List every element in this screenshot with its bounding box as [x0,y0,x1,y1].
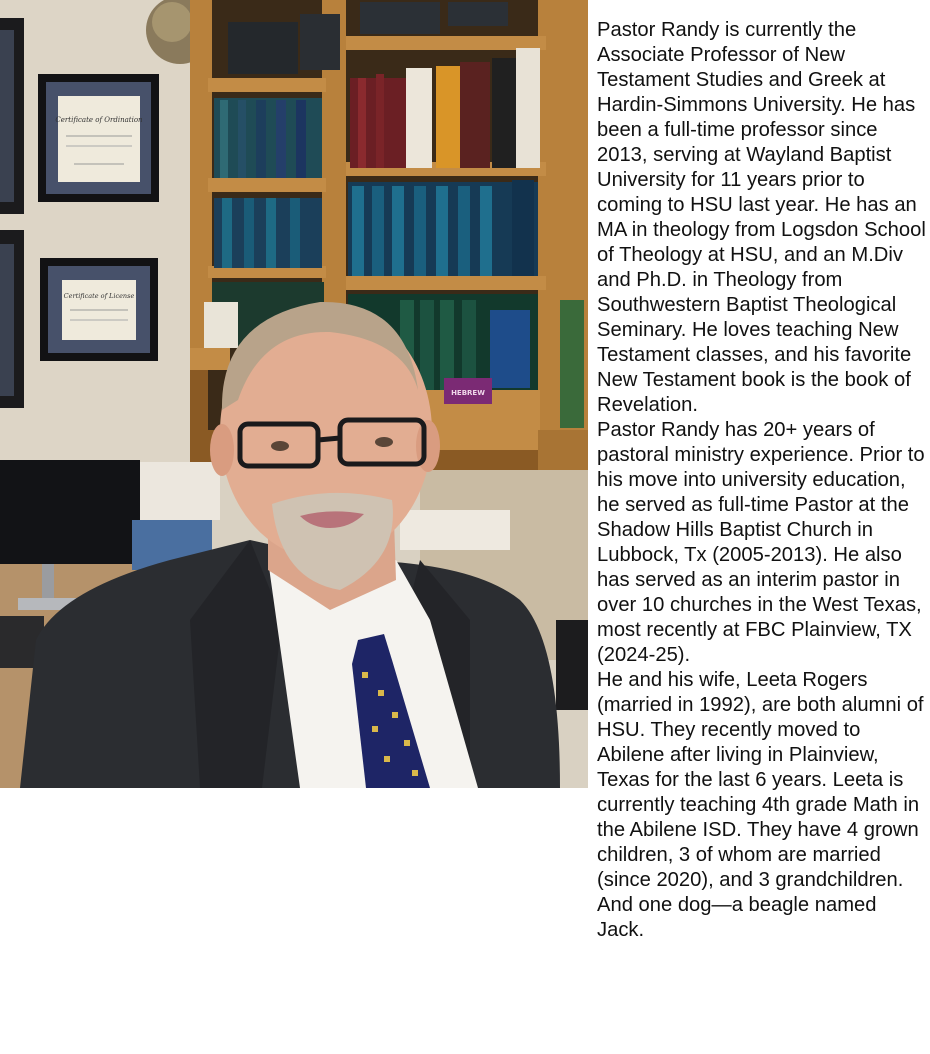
bio-paragraph-2: Pastor Randy has 20+ years of pastoral ministry experience. Prior to his move into university education, he served as full-time Pastor at the Shadow Hills Baptist Church in Lubbock, Tx (2005-2013). He also has served as an interim pastor in over 10 churches in the West Texas, most recently at FBC Plainview, TX (2024-25). [597,419,925,666]
bio-paragraph-1: Pastor Randy is currently the Associate Professor of New Testament Studies and Greek at Hardin-Simmons University. He has been a full-time professor since 2013, serving at Wayland Baptist University for 11 years prior to coming to HSU last year. He has an MA in theology from Logsdon School of Theology at HSU, and an M.Div and Ph.D. in Theology from Southwestern Baptist Theological Seminary. He loves teaching New Testament classes, and his favorite New Testament book is the book of Revelation. [597,19,926,416]
certificate-2-text: Certificate of License [63,292,135,300]
certificate-frame-1 [38,74,159,202]
certificate-1-text: Certificate of Ordination [55,116,143,124]
hebrew-book-spine: HEBREW [451,389,485,397]
bio-text [597,18,927,943]
portrait-photo [0,0,588,788]
certificate-frame-2 [40,258,158,361]
bio-paragraph-3: He and his wife, Leeta Rogers (married in 1992), are both alumni of HSU. They recently moved to Abilene after living in Plainview, Texas for the last 6 years. Leeta is currently teaching 4th grade Math in the Abilene ISD. They have 4 grown children, 3 of whom are married (since 2020), and 3 grandchildren. And one dog—a beagle named Jack. [597,669,924,941]
office-portrait [0,0,588,788]
